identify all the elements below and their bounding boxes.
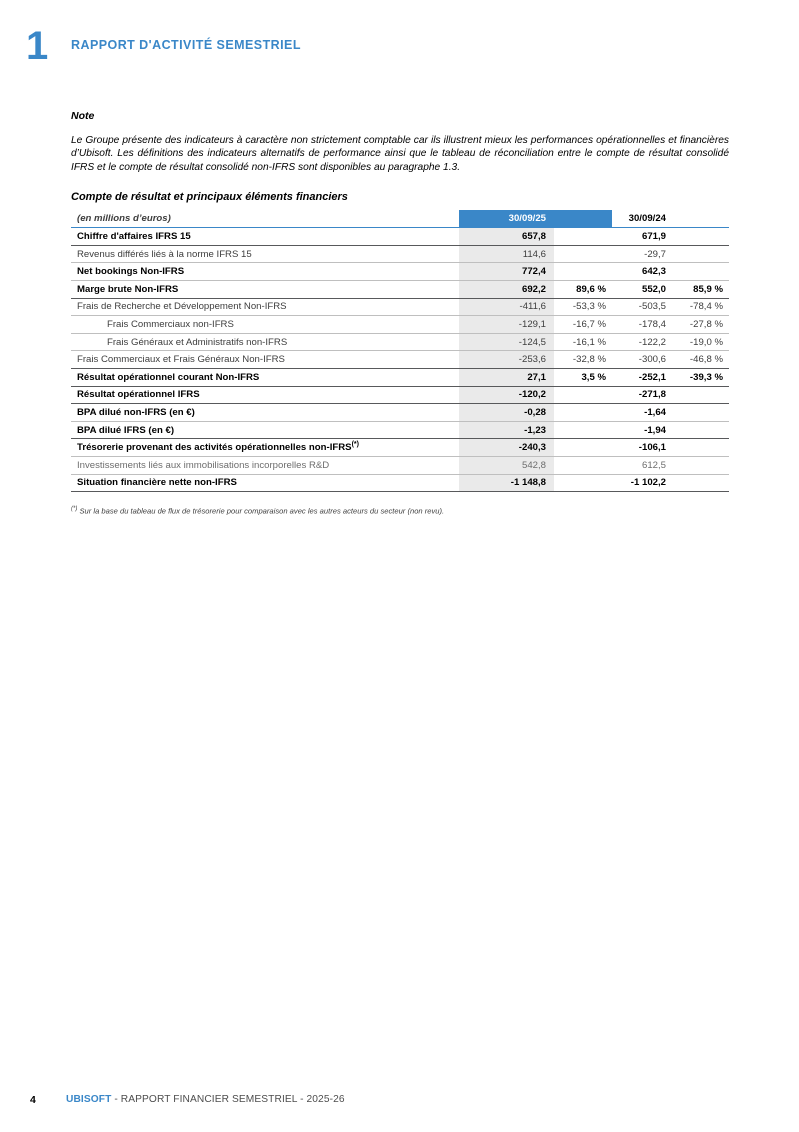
note-body: Le Groupe présente des indicateurs à caractère non strictement comptable car ils illustrent mieux les performances opérationnelles et financières d’Ubisoft. Les définitions des indicateurs alternatifs de performance ainsi que le tableau de réconciliation entre le compte de résultat consolidé IFRS et le compte de résultat consolidé non-IFRS sont disponibles au paragraphe 1.3. [71, 135, 729, 173]
row-value-previous: -271,8 [612, 386, 674, 404]
row-percent-current [554, 386, 612, 404]
chapter-header [0, 26, 799, 70]
table-row [71, 263, 729, 281]
financial-summary-table [71, 210, 729, 492]
row-percent-current: -16,1 % [554, 333, 612, 351]
footer-title: - RAPPORT FINANCIER SEMESTRIEL - 2025-26 [111, 1094, 345, 1105]
row-percent-previous [674, 474, 729, 492]
row-label: Frais Commerciaux et Frais Généraux Non-IFRS [71, 351, 459, 369]
row-percent-current: 89,6 % [554, 281, 612, 299]
page-content [71, 110, 729, 517]
chapter-number: 1 [26, 24, 48, 68]
row-label: Résultat opérationnel IFRS [71, 386, 459, 404]
table-row [71, 351, 729, 369]
row-percent-current [554, 474, 612, 492]
section-title: Compte de résultat et principaux éléments financiers [71, 191, 348, 204]
row-percent-current: -32,8 % [554, 351, 612, 369]
row-value-previous: -252,1 [612, 368, 674, 386]
table-row [71, 386, 729, 404]
table-body [71, 228, 729, 492]
note-heading: Note [71, 110, 95, 122]
row-percent-previous [674, 456, 729, 474]
column-header-percent-current [554, 210, 612, 228]
table-row [71, 474, 729, 492]
chapter-title: RAPPORT D'ACTIVITÉ SEMESTRIEL [71, 38, 301, 52]
table-header-row [71, 210, 729, 228]
row-value-previous: -1 102,2 [612, 474, 674, 492]
row-percent-previous [674, 228, 729, 246]
row-percent-current [554, 263, 612, 281]
row-value-previous: -178,4 [612, 316, 674, 334]
row-percent-previous [674, 439, 729, 457]
row-label: Trésorerie provenant des activités opérationnelles non-IFRS(*) [71, 439, 459, 457]
row-value-current: -1,23 [459, 421, 554, 439]
row-value-current: -0,28 [459, 404, 554, 422]
row-label: BPA dilué IFRS (en €) [71, 421, 459, 439]
footnote-text: Sur la base du tableau de flux de trésorerie pour comparaison avec les autres acteurs du secteur (non revu). [79, 506, 445, 516]
row-value-previous: -122,2 [612, 333, 674, 351]
row-value-previous: -503,5 [612, 298, 674, 316]
table-row [71, 368, 729, 386]
table-row [71, 316, 729, 334]
row-percent-previous [674, 386, 729, 404]
row-label: Résultat opérationnel courant Non-IFRS [71, 368, 459, 386]
row-value-current: 27,1 [459, 368, 554, 386]
table-row [71, 421, 729, 439]
row-label: Frais de Recherche et Développement Non-IFRS [71, 298, 459, 316]
table-row [71, 298, 729, 316]
row-percent-previous [674, 245, 729, 263]
footer-text [66, 1094, 345, 1105]
row-percent-previous [674, 263, 729, 281]
row-value-previous: -29,7 [612, 245, 674, 263]
row-value-previous: 612,5 [612, 456, 674, 474]
row-percent-current: 3,5 % [554, 368, 612, 386]
row-value-current: -253,6 [459, 351, 554, 369]
row-value-previous: -1,94 [612, 421, 674, 439]
row-value-current: -129,1 [459, 316, 554, 334]
row-label: Marge brute Non-IFRS [71, 281, 459, 299]
row-value-previous: 642,3 [612, 263, 674, 281]
table-row [71, 245, 729, 263]
row-percent-previous: -39,3 % [674, 368, 729, 386]
row-percent-current [554, 439, 612, 457]
row-percent-current [554, 404, 612, 422]
row-percent-previous: -19,0 % [674, 333, 729, 351]
row-label: Chiffre d'affaires IFRS 15 [71, 228, 459, 246]
table-footnote [71, 504, 729, 517]
table-row [71, 456, 729, 474]
row-percent-previous: -46,8 % [674, 351, 729, 369]
page-number: 4 [30, 1094, 36, 1106]
row-label: Revenus différés liés à la norme IFRS 15 [71, 245, 459, 263]
row-footnote-marker: (*) [351, 440, 359, 448]
row-value-current: 542,8 [459, 456, 554, 474]
row-label: Frais Généraux et Administratifs non-IFRS [71, 333, 459, 351]
row-percent-previous: 85,9 % [674, 281, 729, 299]
footnote-marker: (*) [71, 506, 78, 513]
row-percent-current: -53,3 % [554, 298, 612, 316]
table-row [71, 281, 729, 299]
row-value-previous: -1,64 [612, 404, 674, 422]
row-percent-previous [674, 421, 729, 439]
row-percent-current [554, 245, 612, 263]
column-header-period-previous: 30/09/24 [612, 210, 674, 228]
column-header-percent-previous [674, 210, 729, 228]
row-value-previous: -300,6 [612, 351, 674, 369]
table-row [71, 439, 729, 457]
row-label: Net bookings Non-IFRS [71, 263, 459, 281]
row-label: Investissements liés aux immobilisations incorporelles R&D [71, 456, 459, 474]
row-percent-current [554, 421, 612, 439]
column-header-period-current: 30/09/25 [459, 210, 554, 228]
row-percent-current [554, 456, 612, 474]
row-value-current: 772,4 [459, 263, 554, 281]
row-percent-previous [674, 404, 729, 422]
row-value-current: -124,5 [459, 333, 554, 351]
row-percent-current: -16,7 % [554, 316, 612, 334]
row-value-previous: -106,1 [612, 439, 674, 457]
table-row [71, 333, 729, 351]
column-header-unit: (en millions d’euros) [71, 210, 459, 228]
row-value-previous: 552,0 [612, 281, 674, 299]
page-footer [0, 1094, 799, 1110]
row-label: Frais Commerciaux non-IFRS [71, 316, 459, 334]
footer-brand: UBISOFT [66, 1094, 112, 1105]
table-row [71, 404, 729, 422]
row-value-current: 657,8 [459, 228, 554, 246]
row-percent-previous: -78,4 % [674, 298, 729, 316]
row-value-current: -411,6 [459, 298, 554, 316]
row-percent-previous: -27,8 % [674, 316, 729, 334]
table-row [71, 228, 729, 246]
row-value-current: -120,2 [459, 386, 554, 404]
row-value-current: -240,3 [459, 439, 554, 457]
row-value-previous: 671,9 [612, 228, 674, 246]
row-label: Situation financière nette non-IFRS [71, 474, 459, 492]
row-value-current: -1 148,8 [459, 474, 554, 492]
table-header [71, 210, 729, 228]
row-percent-current [554, 228, 612, 246]
row-label: BPA dilué non-IFRS (en €) [71, 404, 459, 422]
row-value-current: 114,6 [459, 245, 554, 263]
row-value-current: 692,2 [459, 281, 554, 299]
